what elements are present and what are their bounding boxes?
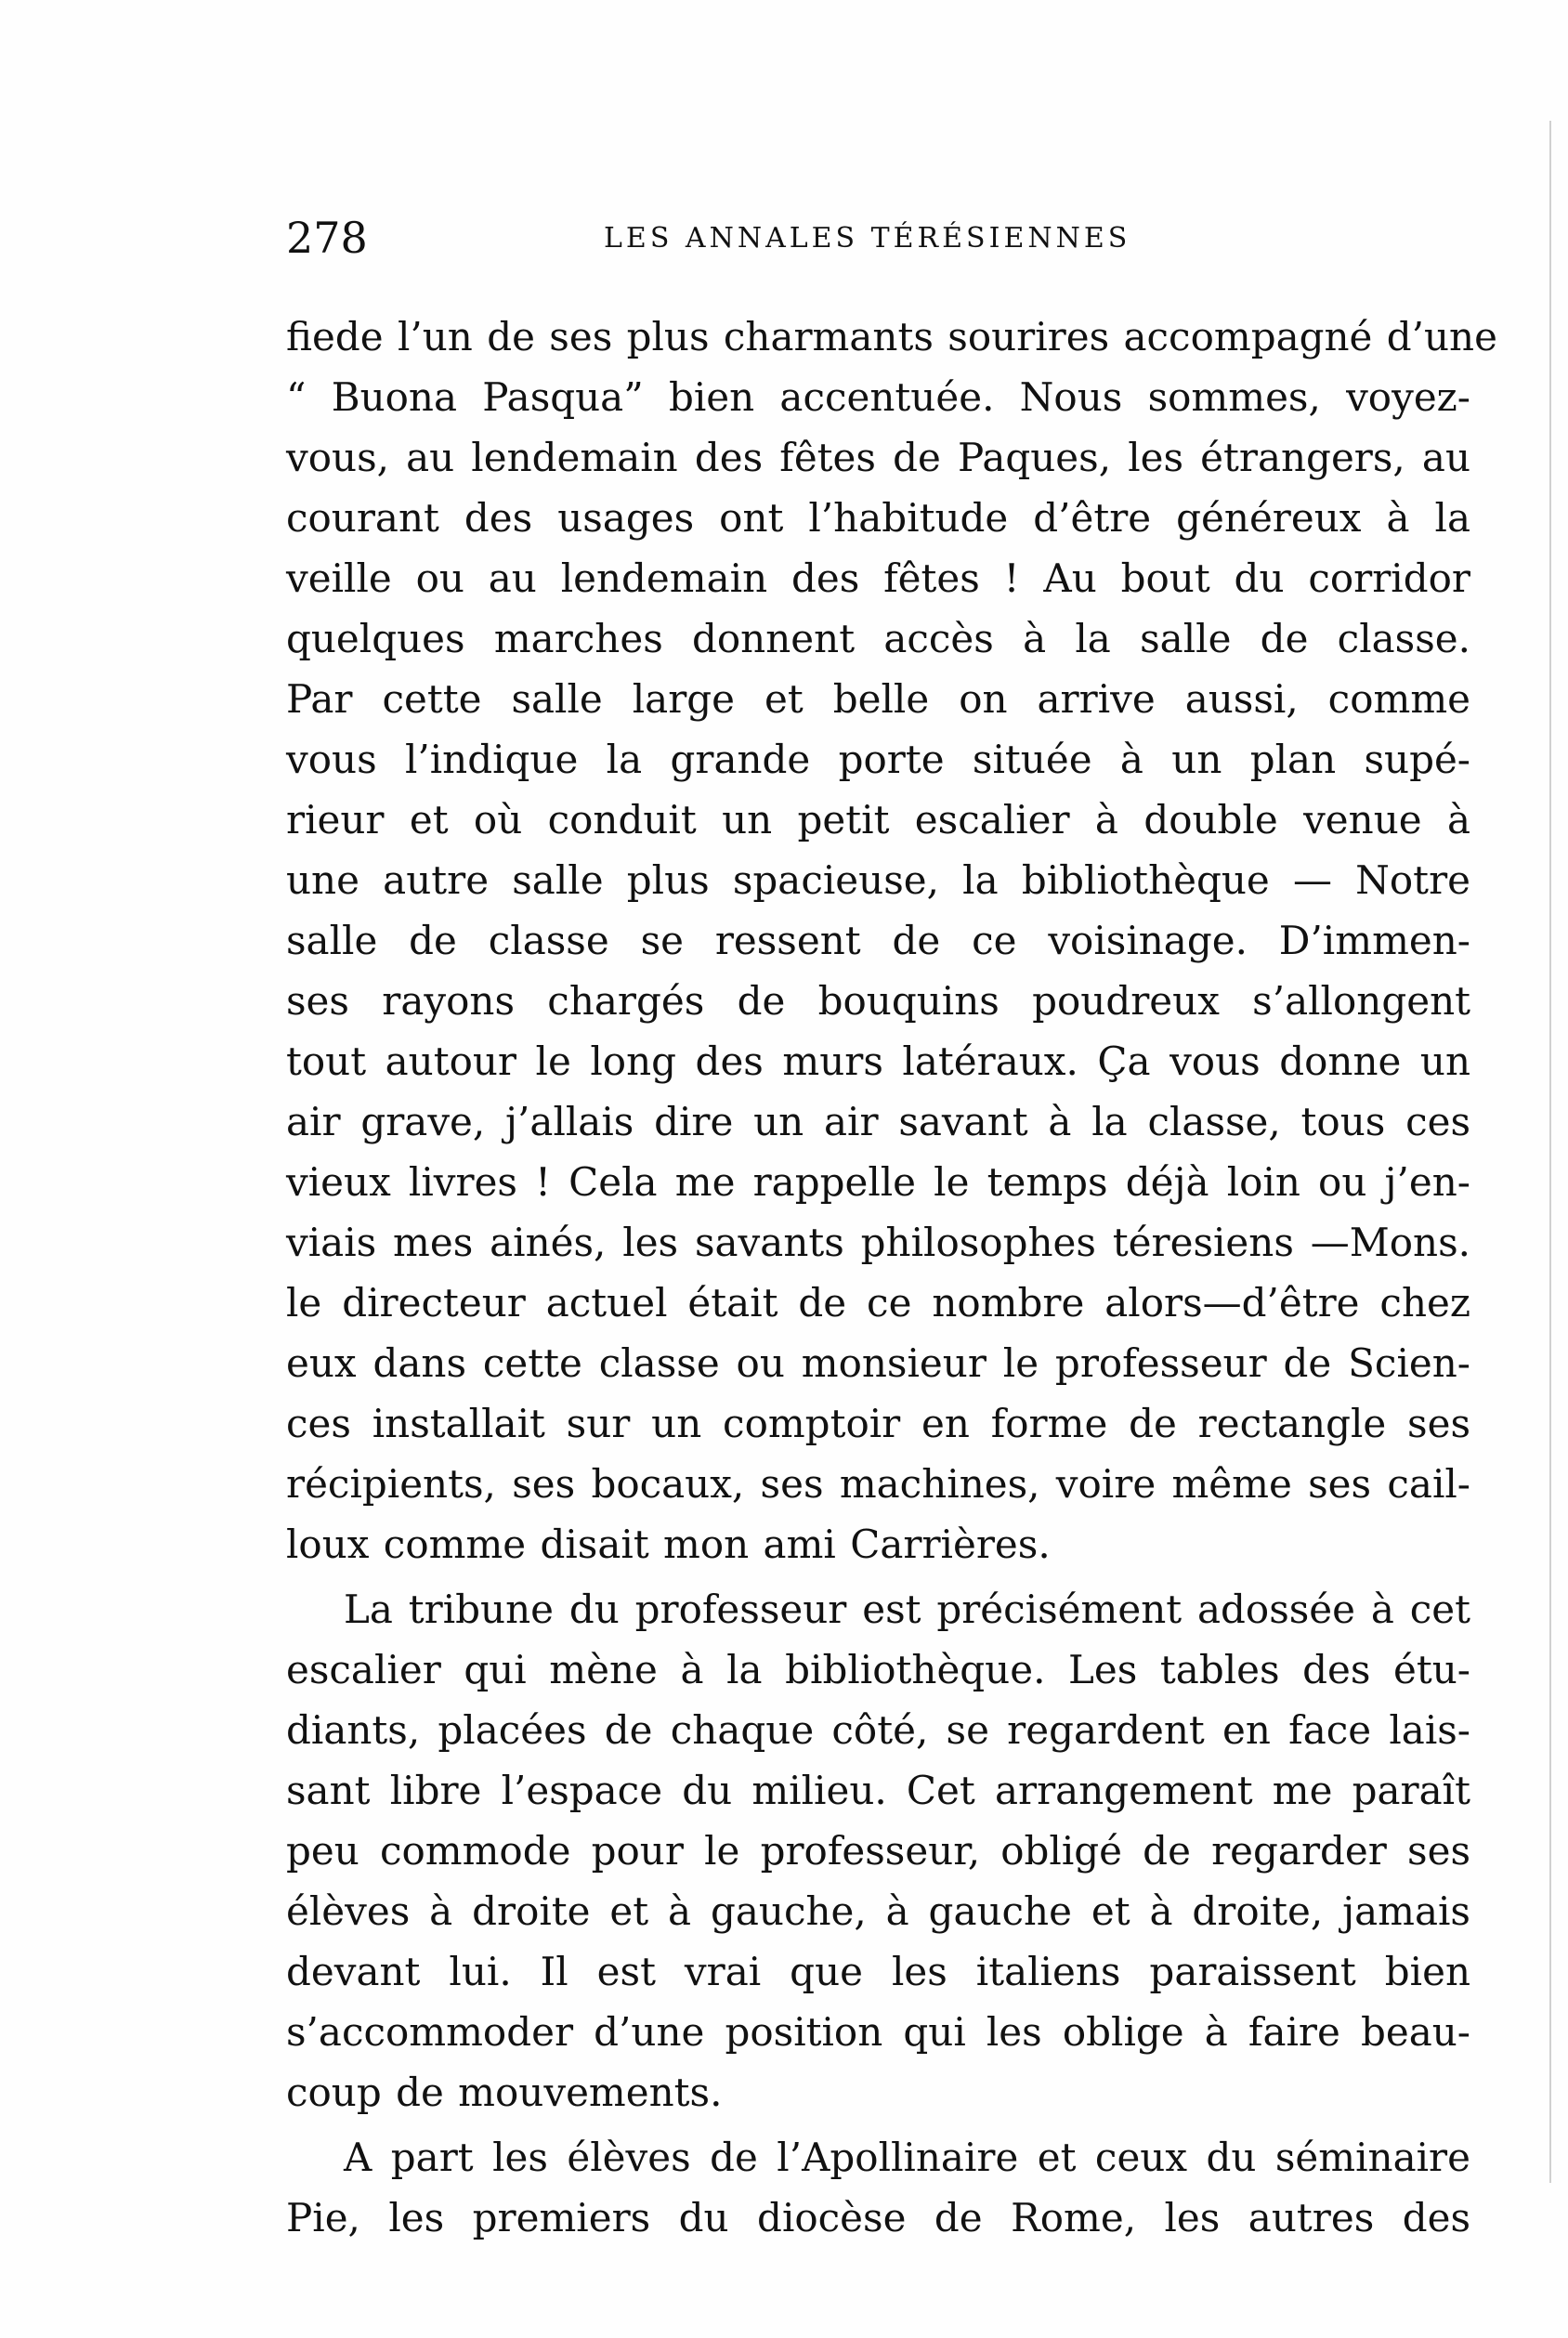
- text-line: Par cette salle large et belle on arrive aussi, comme: [286, 676, 1470, 722]
- text-line: A part les élèves de l’Apollinaire et ceux du séminaire: [344, 2135, 1470, 2180]
- text-line: rieur et où conduit un petit escalier à double venue à: [286, 797, 1470, 842]
- text-line: air grave, j’allais dire un air savant à la classe, tous ces: [286, 1099, 1470, 1144]
- paragraph: [286, 307, 1497, 1574]
- text-line: peu commode pour le professeur, obligé de regarder ses: [286, 1828, 1470, 1874]
- text-line: ses rayons chargés de bouquins poudreux s’allongent: [286, 978, 1470, 1024]
- text-line: veille ou au lendemain des fêtes ! Au bout du corridor: [286, 555, 1470, 601]
- text-line: eux dans cette classe ou monsieur le professeur de Scien-: [286, 1340, 1470, 1386]
- text-line: récipients, ses bocaux, ses machines, voire même ses cail-: [286, 1461, 1470, 1507]
- text-line: escalier qui mène à la bibliothèque. Les tables des étu-: [286, 1647, 1470, 1692]
- text-line: s’accommoder d’une position qui les oblige à faire beau-: [286, 2009, 1470, 2055]
- text-line: devant lui. Il est vrai que les italiens paraissent bien: [286, 1949, 1470, 1994]
- text-line: diants, placées de chaque côté, se regardent en face lais-: [286, 1707, 1470, 1753]
- text-line: La tribune du professeur est précisément adossée à cet: [344, 1587, 1470, 1632]
- text-line: courant des usages ont l’habitude d’être généreux à la: [286, 495, 1470, 541]
- paragraph: [286, 2127, 1470, 2248]
- text-line: “ Buona Pasqua” bien accentuée. Nous sommes, voyez-: [286, 374, 1470, 420]
- text-line: coup de mouvements.: [286, 2070, 723, 2115]
- text-line: le directeur actuel était de ce nombre alors—d’être chez: [286, 1280, 1470, 1326]
- text-line: vous l’indique la grande porte située à un plan supé-: [286, 737, 1470, 782]
- running-title: LES ANNALES TÉRÉSIENNES: [604, 222, 1131, 255]
- page-number: 278: [286, 213, 368, 263]
- text-line: viais mes ainés, les savants philosophes téresiens —Mons.: [286, 1220, 1470, 1265]
- body-text: [286, 307, 1497, 2248]
- text-line: salle de classe se ressent de ce voisinage. D’immen-: [286, 918, 1470, 963]
- text-line: vieux livres ! Cela me rappelle le temps déjà loin ou j’en-: [286, 1159, 1470, 1205]
- text-line: sant libre l’espace du milieu. Cet arrangement me paraît: [286, 1768, 1470, 1813]
- text-line: Pie, les premiers du diocèse de Rome, les autres des: [286, 2195, 1470, 2240]
- text-line: vous, au lendemain des fêtes de Paques, les étrangers, au: [286, 435, 1470, 480]
- text-line: ces installait sur un comptoir en forme de rectangle ses: [286, 1401, 1470, 1446]
- text-line: loux comme disait mon ami Carrières.: [286, 1522, 1051, 1567]
- text-line: quelques marches donnent accès à la salle de classe.: [286, 616, 1470, 661]
- text-line: une autre salle plus spacieuse, la bibliothèque — Notre: [286, 857, 1470, 903]
- text-line: tout autour le long des murs latéraux. Ça vous donne un: [286, 1038, 1470, 1084]
- paragraph: [286, 1579, 1470, 2122]
- text-line: fiede l’un de ses plus charmants sourires accompagné d’une: [286, 314, 1497, 359]
- text-line: élèves à droite et à gauche, à gauche et à droite, jamais: [286, 1888, 1470, 1934]
- running-head: [286, 210, 1470, 266]
- page-edge-shadow: [1549, 121, 1551, 2183]
